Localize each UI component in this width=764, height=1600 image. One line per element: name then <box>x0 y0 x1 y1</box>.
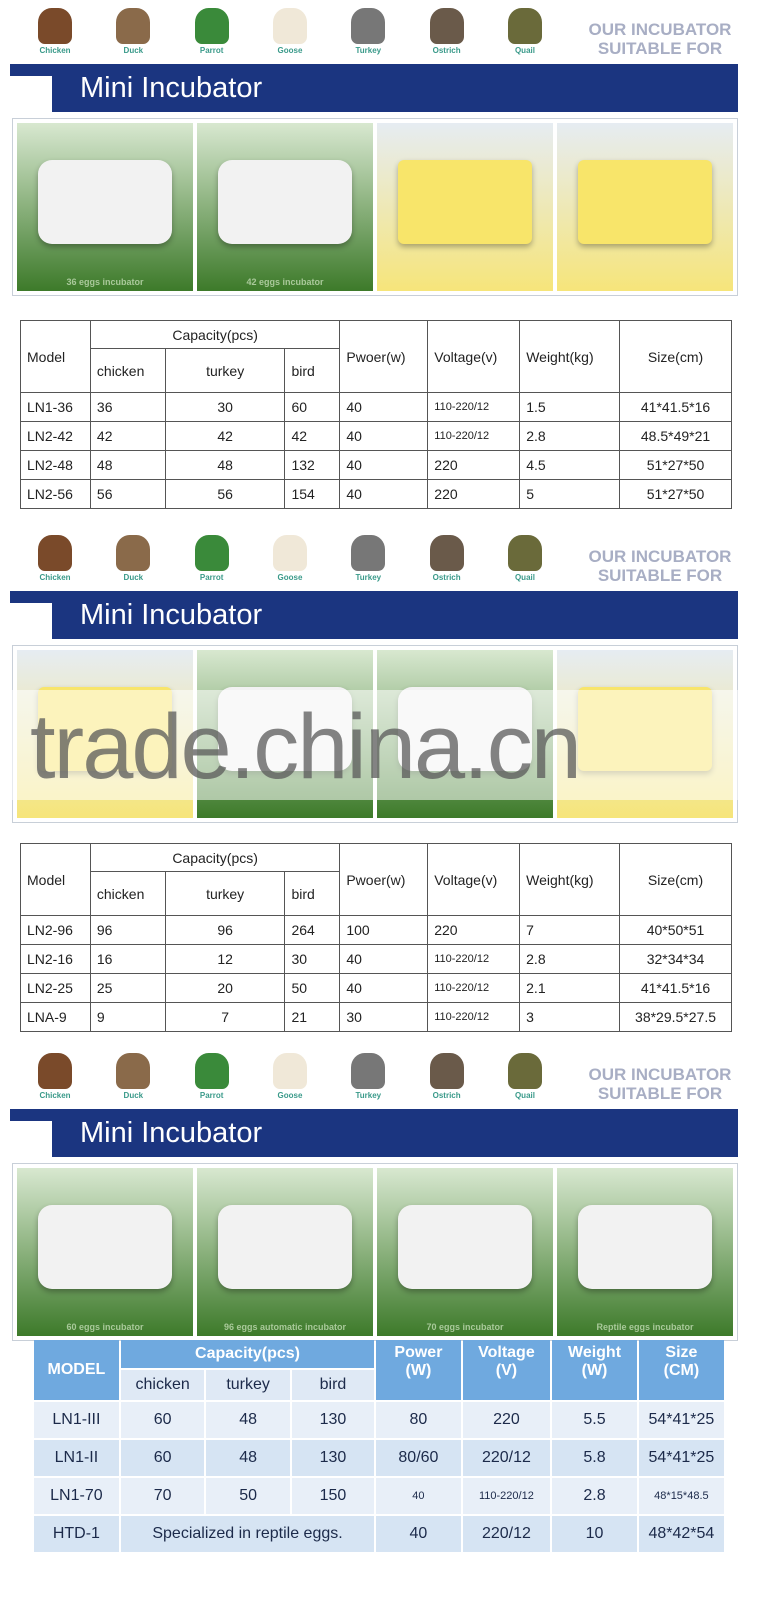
table-cell: 60 <box>121 1402 205 1438</box>
table-cell: 220 <box>428 916 520 945</box>
animal-label: Parrot <box>199 573 224 582</box>
animal-label: Duck <box>123 1091 144 1100</box>
suitable-line: OUR INCUBATOR <box>588 547 732 566</box>
photo-caption: Reptile eggs incubator <box>596 1322 694 1332</box>
table-row <box>34 1402 724 1438</box>
table-cell: 10 <box>552 1516 637 1552</box>
header-model: Model <box>21 844 91 916</box>
animal-image <box>508 535 542 571</box>
table-cell: HTD-1 <box>34 1516 119 1552</box>
table-cell: 48 <box>90 451 165 480</box>
animal-item <box>490 527 560 589</box>
animal-item <box>490 0 560 62</box>
table-cell: 32*34*34 <box>620 945 732 974</box>
animal-image <box>195 1053 229 1089</box>
photo-caption: 36 eggs incubator <box>66 277 144 287</box>
table-cell: 40*50*51 <box>620 916 732 945</box>
header-bird: bird <box>285 349 340 393</box>
animal-label: Turkey <box>355 1091 382 1100</box>
header-weight: Weight(kg) <box>520 321 620 393</box>
header-bird: bird <box>285 872 340 916</box>
table-cell: 5.5 <box>552 1402 637 1438</box>
animal-image <box>508 8 542 44</box>
animal-image <box>38 8 72 44</box>
header-weight: Weight (W) <box>552 1340 637 1400</box>
animal-image <box>430 535 464 571</box>
table-cell: 42 <box>285 422 340 451</box>
product-photos <box>12 1163 738 1341</box>
table-cell: 7 <box>520 916 620 945</box>
animal-image <box>116 535 150 571</box>
table-cell: 96 <box>165 916 285 945</box>
animal-item <box>255 0 325 62</box>
table-cell: 264 <box>285 916 340 945</box>
table-cell: 130 <box>292 1440 375 1476</box>
header-power: Pwoer(w) <box>340 844 428 916</box>
product-photo <box>557 123 733 291</box>
animal-item <box>412 1045 482 1107</box>
animal-label: Turkey <box>355 46 382 55</box>
table-cell: 48.5*49*21 <box>620 422 732 451</box>
table-cell: 220 <box>463 1402 551 1438</box>
header-voltage: Voltage(v) <box>428 321 520 393</box>
animal-image <box>38 1053 72 1089</box>
table-cell: 56 <box>165 480 285 509</box>
table-cell: 40 <box>340 480 428 509</box>
table-cell: 132 <box>285 451 340 480</box>
animal-label: Ostrich <box>432 46 461 55</box>
header-model: Model <box>21 321 91 393</box>
table-cell: 7 <box>165 1003 285 1032</box>
table-cell: 110-220/12 <box>463 1478 551 1514</box>
table-cell: 48 <box>206 1402 289 1438</box>
animal-item <box>177 527 247 589</box>
animal-label: Chicken <box>39 573 71 582</box>
table-cell: Specialized in reptile eggs. <box>121 1516 374 1552</box>
header-size: Size(cm) <box>620 844 732 916</box>
animal-label: Duck <box>123 46 144 55</box>
table-cell: 4.5 <box>520 451 620 480</box>
animal-image <box>351 535 385 571</box>
header-model: MODEL <box>34 1340 119 1400</box>
header-capacity: Capacity(pcs) <box>90 321 339 349</box>
animal-image <box>116 1053 150 1089</box>
animal-image <box>195 535 229 571</box>
product-photo <box>197 1168 373 1336</box>
photo-caption: 42 eggs incubator <box>246 277 324 287</box>
animal-image <box>273 1053 307 1089</box>
table-cell: 48 <box>206 1440 289 1476</box>
table-cell: 220 <box>428 451 520 480</box>
animal-item <box>177 1045 247 1107</box>
spec-table <box>32 1338 726 1554</box>
table-cell: 54*41*25 <box>639 1402 724 1438</box>
header-turkey: turkey <box>206 1370 289 1400</box>
animal-label: Chicken <box>39 1091 71 1100</box>
table-cell: 40 <box>376 1516 460 1552</box>
table-cell: 41*41.5*16 <box>620 393 732 422</box>
table-cell: 80 <box>376 1402 460 1438</box>
table-row <box>34 1440 724 1476</box>
table-row <box>21 451 732 480</box>
table-cell: 41*41.5*16 <box>620 974 732 1003</box>
banner-title: Mini Incubator <box>80 599 263 631</box>
animal-image <box>508 1053 542 1089</box>
table-cell: 36 <box>90 393 165 422</box>
table-cell: 154 <box>285 480 340 509</box>
section-banner <box>10 1109 738 1157</box>
header-voltage: Voltage (V) <box>463 1340 551 1400</box>
table-cell: 16 <box>90 945 165 974</box>
animal-item <box>412 527 482 589</box>
animal-item <box>333 527 403 589</box>
table-cell: 220/12 <box>463 1516 551 1552</box>
product-photo <box>377 123 553 291</box>
table-cell: LN2-25 <box>21 974 91 1003</box>
suitable-label <box>575 20 745 58</box>
suitable-label <box>575 547 745 585</box>
animal-label: Turkey <box>355 573 382 582</box>
animal-item <box>20 527 90 589</box>
table-cell: 80/60 <box>376 1440 460 1476</box>
animal-label: Goose <box>277 1091 303 1100</box>
table-cell: 25 <box>90 974 165 1003</box>
table-cell: LN2-42 <box>21 422 91 451</box>
table-cell: 50 <box>285 974 340 1003</box>
table-row <box>34 1478 724 1514</box>
photo-caption: 60 eggs incubator <box>66 1322 144 1332</box>
animal-image <box>351 8 385 44</box>
header-size: Size (CM) <box>639 1340 724 1400</box>
table-cell: 40 <box>340 393 428 422</box>
animal-label: Goose <box>277 573 303 582</box>
table-cell: 3 <box>520 1003 620 1032</box>
table-cell: 50 <box>206 1478 289 1514</box>
table-cell: 96 <box>90 916 165 945</box>
animal-item <box>333 0 403 62</box>
product-photos <box>12 118 738 296</box>
product-photo <box>557 1168 733 1336</box>
photo-caption: 70 eggs incubator <box>426 1322 504 1332</box>
spec-table <box>20 320 732 509</box>
spec-table <box>20 843 732 1032</box>
product-photo <box>17 123 193 291</box>
table-cell: 1.5 <box>520 393 620 422</box>
header-bird: bird <box>292 1370 375 1400</box>
table-cell: LN1-70 <box>34 1478 119 1514</box>
animal-item <box>490 1045 560 1107</box>
table-row <box>34 1516 724 1552</box>
table-cell: 2.8 <box>552 1478 637 1514</box>
animal-item <box>412 0 482 62</box>
table-cell: LNA-9 <box>21 1003 91 1032</box>
animal-image <box>116 8 150 44</box>
product-photo <box>17 1168 193 1336</box>
table-cell: 42 <box>165 422 285 451</box>
table-cell: 9 <box>90 1003 165 1032</box>
table-row <box>21 1003 732 1032</box>
table-row <box>21 916 732 945</box>
animal-image <box>273 8 307 44</box>
animal-label: Duck <box>123 573 144 582</box>
section-banner <box>10 591 738 639</box>
header-chicken: chicken <box>90 349 165 393</box>
table-cell: 51*27*50 <box>620 480 732 509</box>
product-photo <box>377 1168 553 1336</box>
banner-title: Mini Incubator <box>80 1117 263 1149</box>
animal-item <box>333 1045 403 1107</box>
animal-image <box>195 8 229 44</box>
header-chicken: chicken <box>121 1370 205 1400</box>
animal-label: Goose <box>277 46 303 55</box>
table-cell: 130 <box>292 1402 375 1438</box>
header-size: Size(cm) <box>620 321 732 393</box>
suitable-label <box>575 1065 745 1103</box>
suitable-line: SUITABLE FOR <box>597 39 723 58</box>
table-cell: 51*27*50 <box>620 451 732 480</box>
table-cell: 56 <box>90 480 165 509</box>
table-cell: 220/12 <box>463 1440 551 1476</box>
header-turkey: turkey <box>165 349 285 393</box>
table-cell: LN2-16 <box>21 945 91 974</box>
table-cell: 110-220/12 <box>428 945 520 974</box>
table-cell: 5.8 <box>552 1440 637 1476</box>
header-weight: Weight(kg) <box>520 844 620 916</box>
suitable-line: OUR INCUBATOR <box>588 20 732 39</box>
suitable-line: SUITABLE FOR <box>597 566 723 585</box>
table-row <box>21 974 732 1003</box>
table-row <box>21 480 732 509</box>
table-cell: 30 <box>340 1003 428 1032</box>
header-turkey: turkey <box>165 872 285 916</box>
animal-item <box>255 527 325 589</box>
animal-strip <box>20 1045 560 1107</box>
table-cell: 110-220/12 <box>428 393 520 422</box>
animal-label: Parrot <box>199 1091 224 1100</box>
table-cell: 48*42*54 <box>639 1516 724 1552</box>
suitable-line: SUITABLE FOR <box>597 1084 723 1103</box>
table-cell: 100 <box>340 916 428 945</box>
table-cell: 70 <box>121 1478 205 1514</box>
animal-image <box>273 535 307 571</box>
table-cell: 21 <box>285 1003 340 1032</box>
banner-title: Mini Incubator <box>80 72 263 104</box>
table-cell: 2.8 <box>520 422 620 451</box>
table-cell: 40 <box>376 1478 460 1514</box>
animal-strip <box>20 527 560 589</box>
animal-item <box>98 0 168 62</box>
table-cell: 110-220/12 <box>428 422 520 451</box>
animal-label: Quail <box>514 1091 535 1100</box>
header-capacity: Capacity(pcs) <box>121 1340 374 1368</box>
table-cell: LN2-56 <box>21 480 91 509</box>
table-cell: 2.8 <box>520 945 620 974</box>
animal-image <box>351 1053 385 1089</box>
photo-caption: 96 eggs automatic incubator <box>223 1322 347 1332</box>
table-cell: 40 <box>340 974 428 1003</box>
header-power: Pwoer(w) <box>340 321 428 393</box>
table-cell: 12 <box>165 945 285 974</box>
table-cell: 42 <box>90 422 165 451</box>
table-cell: 40 <box>340 945 428 974</box>
table-cell: 48*15*48.5 <box>639 1478 724 1514</box>
table-cell: 5 <box>520 480 620 509</box>
animal-image <box>38 535 72 571</box>
table-cell: 30 <box>165 393 285 422</box>
table-cell: 38*29.5*27.5 <box>620 1003 732 1032</box>
table-cell: 30 <box>285 945 340 974</box>
table-row <box>21 422 732 451</box>
table-cell: 48 <box>165 451 285 480</box>
table-cell: 110-220/12 <box>428 1003 520 1032</box>
animal-item <box>20 0 90 62</box>
table-cell: LN1-II <box>34 1440 119 1476</box>
table-cell: 20 <box>165 974 285 1003</box>
table-cell: 60 <box>121 1440 205 1476</box>
animal-image <box>430 8 464 44</box>
table-cell: 110-220/12 <box>428 974 520 1003</box>
animal-item <box>20 1045 90 1107</box>
animal-label: Ostrich <box>432 573 461 582</box>
animal-label: Quail <box>514 573 535 582</box>
animal-image <box>430 1053 464 1089</box>
animal-label: Ostrich <box>432 1091 461 1100</box>
animal-item <box>255 1045 325 1107</box>
table-cell: 220 <box>428 480 520 509</box>
animal-item <box>177 0 247 62</box>
table-cell: LN2-96 <box>21 916 91 945</box>
suitable-line: OUR INCUBATOR <box>588 1065 732 1084</box>
table-row <box>21 393 732 422</box>
animal-item <box>98 527 168 589</box>
animal-label: Parrot <box>199 46 224 55</box>
table-row <box>21 945 732 974</box>
table-cell: 2.1 <box>520 974 620 1003</box>
header-capacity: Capacity(pcs) <box>90 844 339 872</box>
header-chicken: chicken <box>90 872 165 916</box>
product-photo <box>197 123 373 291</box>
table-cell: 40 <box>340 451 428 480</box>
table-cell: LN1-III <box>34 1402 119 1438</box>
header-voltage: Voltage(v) <box>428 844 520 916</box>
table-cell: 150 <box>292 1478 375 1514</box>
animal-item <box>98 1045 168 1107</box>
table-cell: LN2-48 <box>21 451 91 480</box>
table-cell: 60 <box>285 393 340 422</box>
watermark: trade.china.cn <box>30 696 580 798</box>
animal-strip <box>20 0 560 62</box>
table-cell: LN1-36 <box>21 393 91 422</box>
animal-label: Quail <box>514 46 535 55</box>
section-banner <box>10 64 738 112</box>
animal-label: Chicken <box>39 46 71 55</box>
table-cell: 54*41*25 <box>639 1440 724 1476</box>
header-power: Power (W) <box>376 1340 460 1400</box>
table-cell: 40 <box>340 422 428 451</box>
